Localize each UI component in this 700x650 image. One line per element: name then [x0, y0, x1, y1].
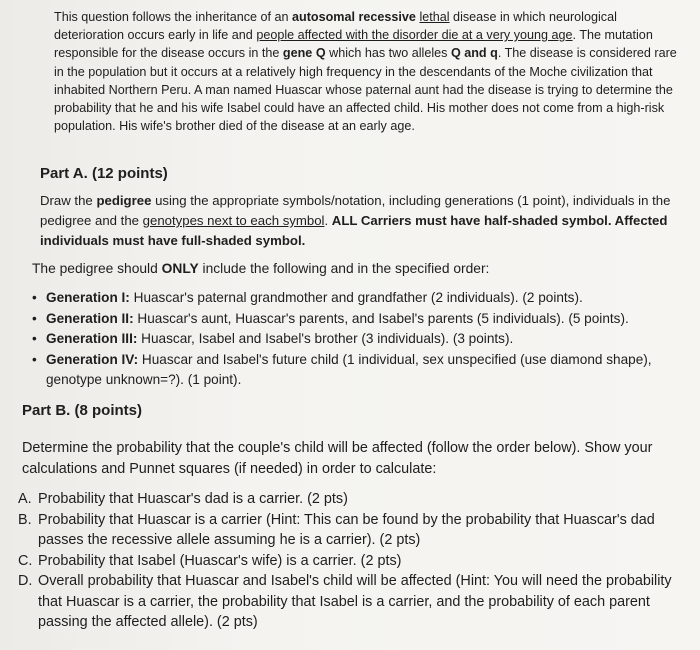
- part-a-text: Draw the: [40, 193, 97, 208]
- generation-label: Generation II:: [46, 310, 134, 326]
- intro-underline-die-young: people affected with the disorder die at a very young age: [256, 28, 573, 43]
- generation-text: Huascar and Isabel's future child (1 individual, sex unspecified (use diamond shape), genotype unknown=?). (1 point).: [46, 351, 652, 387]
- part-a-underline-genotypes: genotypes next to each symbol: [142, 213, 325, 228]
- generation-text: Huascar's aunt, Huascar's parents, and Isabel's parents (5 individuals). (5 points).: [133, 310, 629, 326]
- question-marker: D.: [18, 573, 33, 589]
- bullet-icon: •: [32, 351, 37, 367]
- question-list: [18, 489, 694, 633]
- generation-label: Generation IV:: [46, 351, 139, 367]
- question-marker: B.: [18, 511, 32, 528]
- part-a-text: .: [324, 213, 332, 228]
- order-emphasis-only: ONLY: [161, 261, 199, 276]
- generation-label: Generation I:: [46, 290, 130, 305]
- pedigree-order-note: [32, 261, 489, 276]
- intro-text: . The disease is considered rare in the population but it occurs at a relatively high frequency in the descendants of the Moche civilization that inhabited Northern Peru. A man named Huascar whose paternal aunt had the disease is trying to determine the probability that he and his wife Isabel could have an affected child. His mother does not come from a high-risk population. His wife's brother died of the disease at an early age.: [54, 46, 677, 134]
- intro-text: . The mutation responsible for the disease occurs in the: [54, 28, 653, 61]
- question-text: Probability that Huascar is a carrier (Hint: This can be found by the probability that Huascar's dad passes the recessive allele assuming he is a carrier). (2 pts): [38, 511, 655, 548]
- part-b-heading: Part B. (8 points): [22, 402, 143, 419]
- generation-text: Huascar, Isabel and Isabel's brother (3 individuals). (3 points).: [137, 331, 514, 346]
- intro-text: which has two alleles: [325, 46, 451, 61]
- intro-underline-lethal: lethal: [419, 10, 450, 24]
- part-b-instructions: Determine the probability that the couple's child will be affected (follow the order below). Show your calculations and Punnet squares (if needed) in order to calculate:: [22, 440, 653, 477]
- intro-emphasis-inheritance: autosomal recessive: [292, 10, 416, 24]
- generation-label: Generation III:: [46, 331, 138, 346]
- order-text: include the following and in the specified order:: [198, 261, 490, 276]
- part-a-emphasis-pedigree: pedigree: [96, 193, 152, 208]
- generation-item: [26, 309, 691, 330]
- question-text: Overall probability that Huascar and Isabel's child will be affected (Hint: You will need the probability that Huascar is a carrier, the probability that Isabel is a carrier, and the probability of each parent passing the affected allele). (2 pts): [38, 573, 672, 630]
- question-item: [18, 571, 694, 633]
- intro-text: This question follows the inheritance of an: [54, 10, 293, 24]
- part-a-text: using the appropriate symbols/notation, including generations (1 point), individuals in the pedigree and the: [40, 193, 671, 228]
- generation-item: [26, 288, 691, 309]
- part-a-heading: Part A. (12 points): [40, 165, 168, 182]
- bullet-icon: •: [32, 290, 37, 305]
- bullet-icon: •: [32, 331, 37, 346]
- intro-text: disease in which neurological deterioration occurs early in life and: [54, 10, 617, 43]
- generation-text: Huascar's paternal grandmother and grandfather (2 individuals). (2 points).: [129, 290, 583, 305]
- question-marker: A.: [18, 491, 32, 507]
- intro-emphasis-alleles: Q and q: [450, 46, 498, 61]
- question-text: Probability that Isabel (Huascar's wife) is a carrier. (2 pts): [38, 552, 402, 569]
- generation-list: [26, 288, 691, 391]
- question-text: Probability that Huascar's dad is a carrier. (2 pts): [38, 491, 348, 507]
- part-a-emphasis-shading: ALL Carriers must have half-shaded symbol. Affected individuals must have full-shaded symbol.: [40, 213, 668, 248]
- intro-paragraph: [54, 8, 684, 135]
- generation-item: [26, 329, 691, 350]
- intro-emphasis-gene: gene Q: [282, 46, 326, 61]
- question-marker: C.: [18, 552, 33, 569]
- bullet-icon: •: [32, 310, 37, 326]
- generation-item: [26, 350, 691, 391]
- order-text: The pedigree should: [32, 261, 162, 276]
- question-item: [18, 489, 694, 510]
- question-item: [18, 551, 694, 572]
- question-item: [18, 510, 694, 551]
- part-a-instructions: [40, 191, 685, 251]
